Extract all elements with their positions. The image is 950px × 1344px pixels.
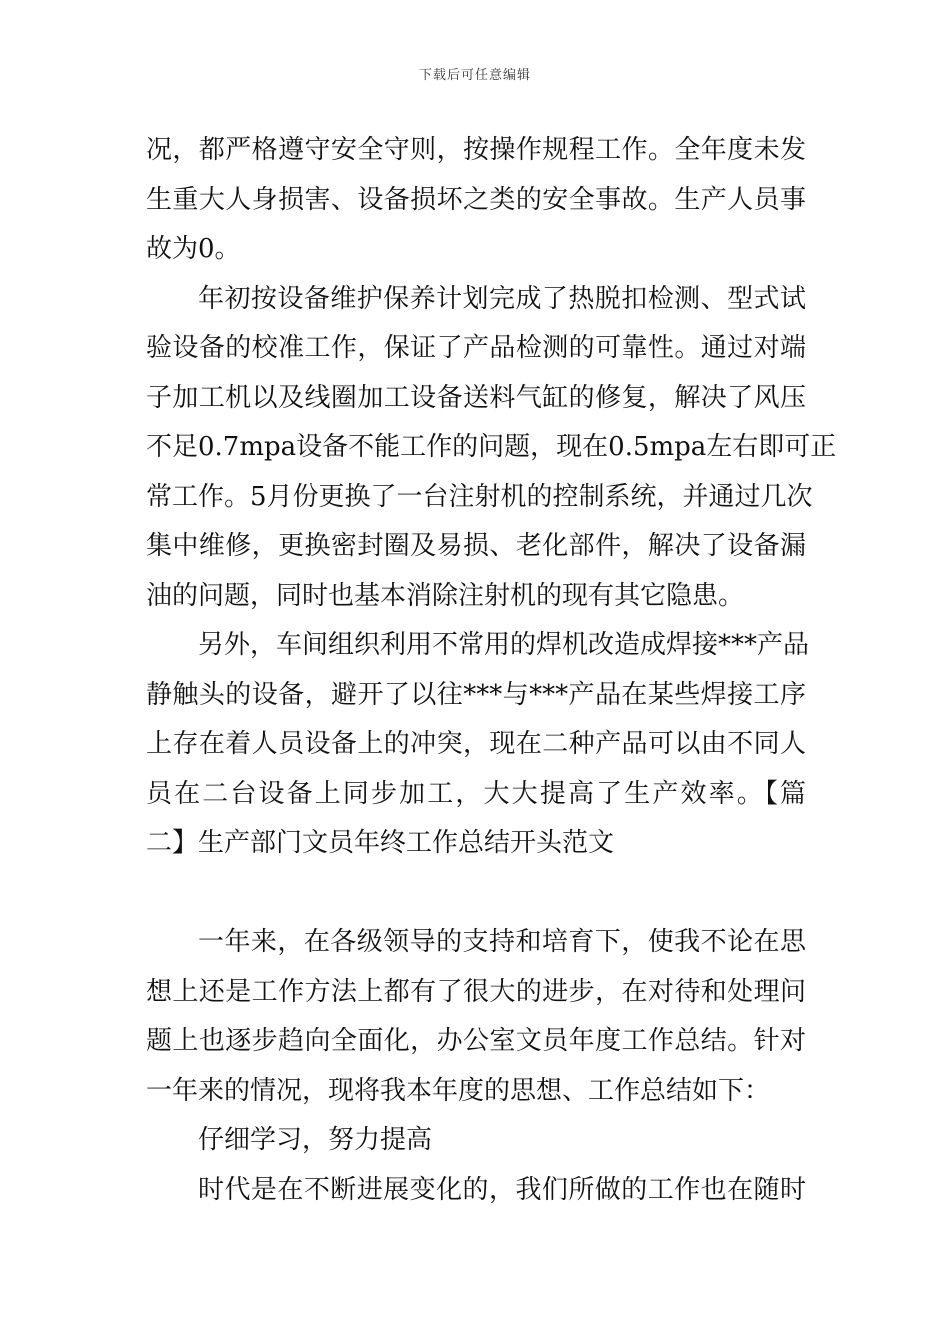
text-line: 想上还是工作方法上都有了很大的进步，在对待和处理问	[146, 976, 806, 1007]
text-line: 故为0。	[146, 234, 241, 264]
text-line: 一年来的情况，现将我本年度的思想、工作总结如下：	[146, 1075, 771, 1106]
paragraph-4	[146, 920, 806, 1118]
section-heading: 二】生产部门文员年终工作总结开头范文	[146, 828, 615, 858]
paragraph-2	[146, 277, 837, 624]
paragraph-5	[146, 1118, 806, 1168]
text-line: 常工作。5月份更换了一台注射机的控制系统，并通过几次	[146, 481, 813, 512]
text-line: 静触头的设备，避开了以往***与***产品在某些焊接工序	[146, 679, 806, 710]
text-line: 油的问题，同时也基本消除注射机的现有其它隐患。	[146, 580, 745, 611]
paragraph-6	[146, 1168, 806, 1218]
text-line: 集中维修，更换密封圈及易损、老化部件，解决了设备漏	[146, 531, 806, 561]
page-header-note: 下载后可任意编辑	[418, 68, 531, 83]
text-line: 一年来，在各级领导的支持和培育下，使我不论在思	[198, 927, 806, 957]
text-line: 生重大人身损害、设备损坏之类的安全事故。生产人员事	[146, 184, 806, 215]
paragraph-1	[146, 128, 806, 277]
text-line: 员在二台设备上同步加工，大大提高了生产效率。【篇	[146, 778, 806, 809]
text-line: 题上也逐步趋向全面化，办公室文员年度工作总结。针对	[146, 1026, 806, 1056]
text-line: 另外，车间组织利用不常用的焊机改造成焊接***产品	[198, 630, 810, 660]
text-line: 子加工机以及线圈加工设备送料气缸的修复，解决了风压	[146, 382, 806, 413]
blank-line	[146, 871, 806, 921]
text-line: 不足0.7mpa设备不能工作的问题，现在0.5mpa左右即可正	[146, 432, 837, 462]
subheading: 仔细学习，努力提高	[198, 1125, 433, 1155]
text-line: 年初按设备维护保养计划完成了热脱扣检测、型式试	[198, 283, 806, 314]
text-line: 况，都严格遵守安全守则，按操作规程工作。全年度未发	[146, 135, 806, 165]
text-line: 时代是在不断进展变化的，我们所做的工作也在随时	[198, 1174, 806, 1205]
document-body	[146, 128, 837, 1217]
text-line: 验设备的校准工作，保证了产品检测的可靠性。通过对端	[146, 333, 806, 363]
text-line: 上存在着人员设备上的冲突，现在二种产品可以由不同人	[146, 729, 806, 759]
paragraph-3	[146, 623, 810, 871]
